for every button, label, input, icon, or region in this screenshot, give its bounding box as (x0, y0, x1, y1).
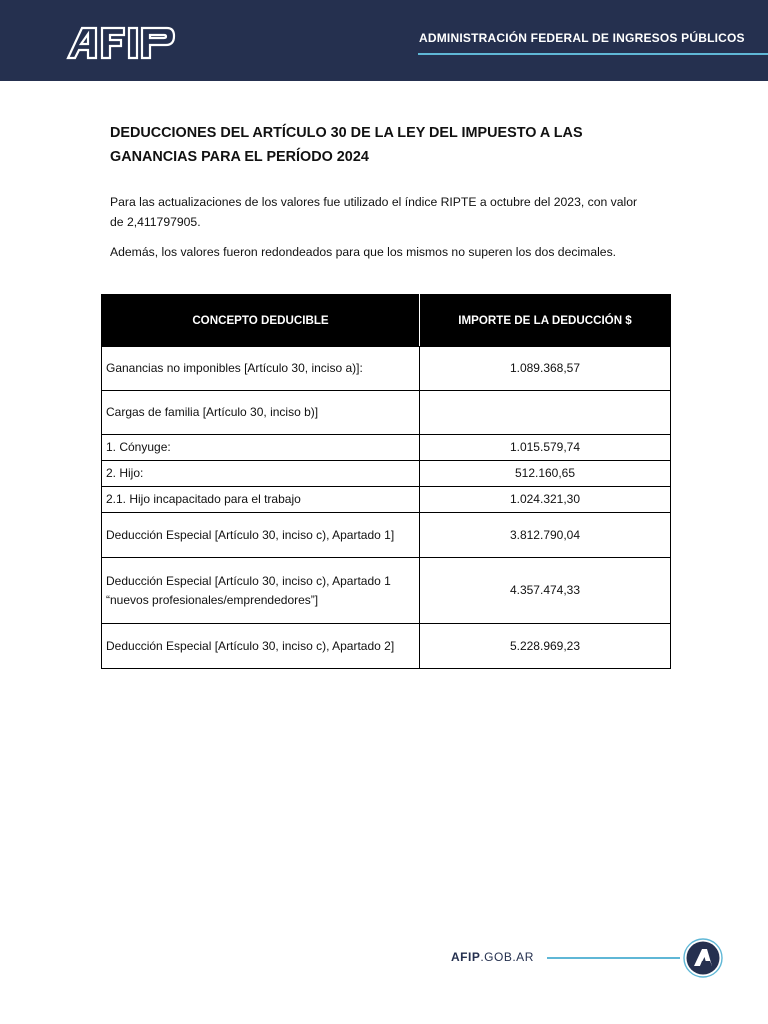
concept-cell: Deducción Especial [Artículo 30, inciso c), Apartado 1] (102, 513, 420, 558)
concept-cell: Deducción Especial [Artículo 30, inciso c), Apartado 2] (102, 624, 420, 669)
table-row (102, 461, 671, 487)
amount-cell (420, 391, 671, 435)
concept-cell: 2.1. Hijo incapacitado para el trabajo (102, 487, 420, 513)
table-row (102, 391, 671, 435)
header-bar (0, 0, 768, 81)
intro-paragraph: Para las actualizaciones de los valores fue utilizado el índice RIPTE a octubre del 2023, con valor de 2,411797905. (110, 195, 638, 229)
amount-cell: 1.089.368,57 (420, 347, 671, 391)
concept-cell: 2. Hijo: (102, 461, 420, 487)
organization-name: ADMINISTRACIÓN FEDERAL DE INGRESOS PÚBLICOS (419, 31, 745, 45)
amount-cell: 1.015.579,74 (420, 435, 671, 461)
table-header-row (102, 295, 671, 347)
amount-cell: 4.357.474,33 (420, 558, 671, 624)
afip-badge-icon (683, 938, 723, 978)
rounding-paragraph: Además, los valores fueron redondeados para que los mismos no superen los dos decimales. (110, 245, 617, 259)
column-header-concept: CONCEPTO DEDUCIBLE (102, 295, 420, 347)
header-accent-line (418, 53, 768, 55)
amount-cell: 1.024.321,30 (420, 487, 671, 513)
column-header-amount: IMPORTE DE LA DEDUCCIÓN $ (420, 295, 671, 347)
footer-site-brand: AFIP (451, 950, 481, 964)
footer-site-suffix: .GOB.AR (480, 950, 534, 964)
table-row (102, 347, 671, 391)
footer-website (451, 950, 534, 964)
concept-cell: Deducción Especial [Artículo 30, inciso c), Apartado 1 “nuevos profesionales/emprendedores”] (102, 558, 420, 624)
table-row (102, 558, 671, 624)
table-row (102, 513, 671, 558)
document-title: DEDUCCIONES DEL ARTÍCULO 30 DE LA LEY DEL IMPUESTO A LAS GANANCIAS PARA EL PERÍODO 2024 (110, 125, 583, 165)
concept-cell: Cargas de familia [Artículo 30, inciso b)] (102, 391, 420, 435)
amount-cell: 3.812.790,04 (420, 513, 671, 558)
afip-logo (66, 24, 176, 60)
amount-cell: 5.228.969,23 (420, 624, 671, 669)
deductions-table (101, 294, 671, 669)
table-row (102, 487, 671, 513)
concept-cell: 1. Cónyuge: (102, 435, 420, 461)
table-row (102, 435, 671, 461)
concept-cell: Ganancias no imponibles [Artículo 30, inciso a)]: (102, 347, 420, 391)
amount-cell: 512.160,65 (420, 461, 671, 487)
table-row (102, 624, 671, 669)
footer-accent-line (547, 957, 680, 959)
